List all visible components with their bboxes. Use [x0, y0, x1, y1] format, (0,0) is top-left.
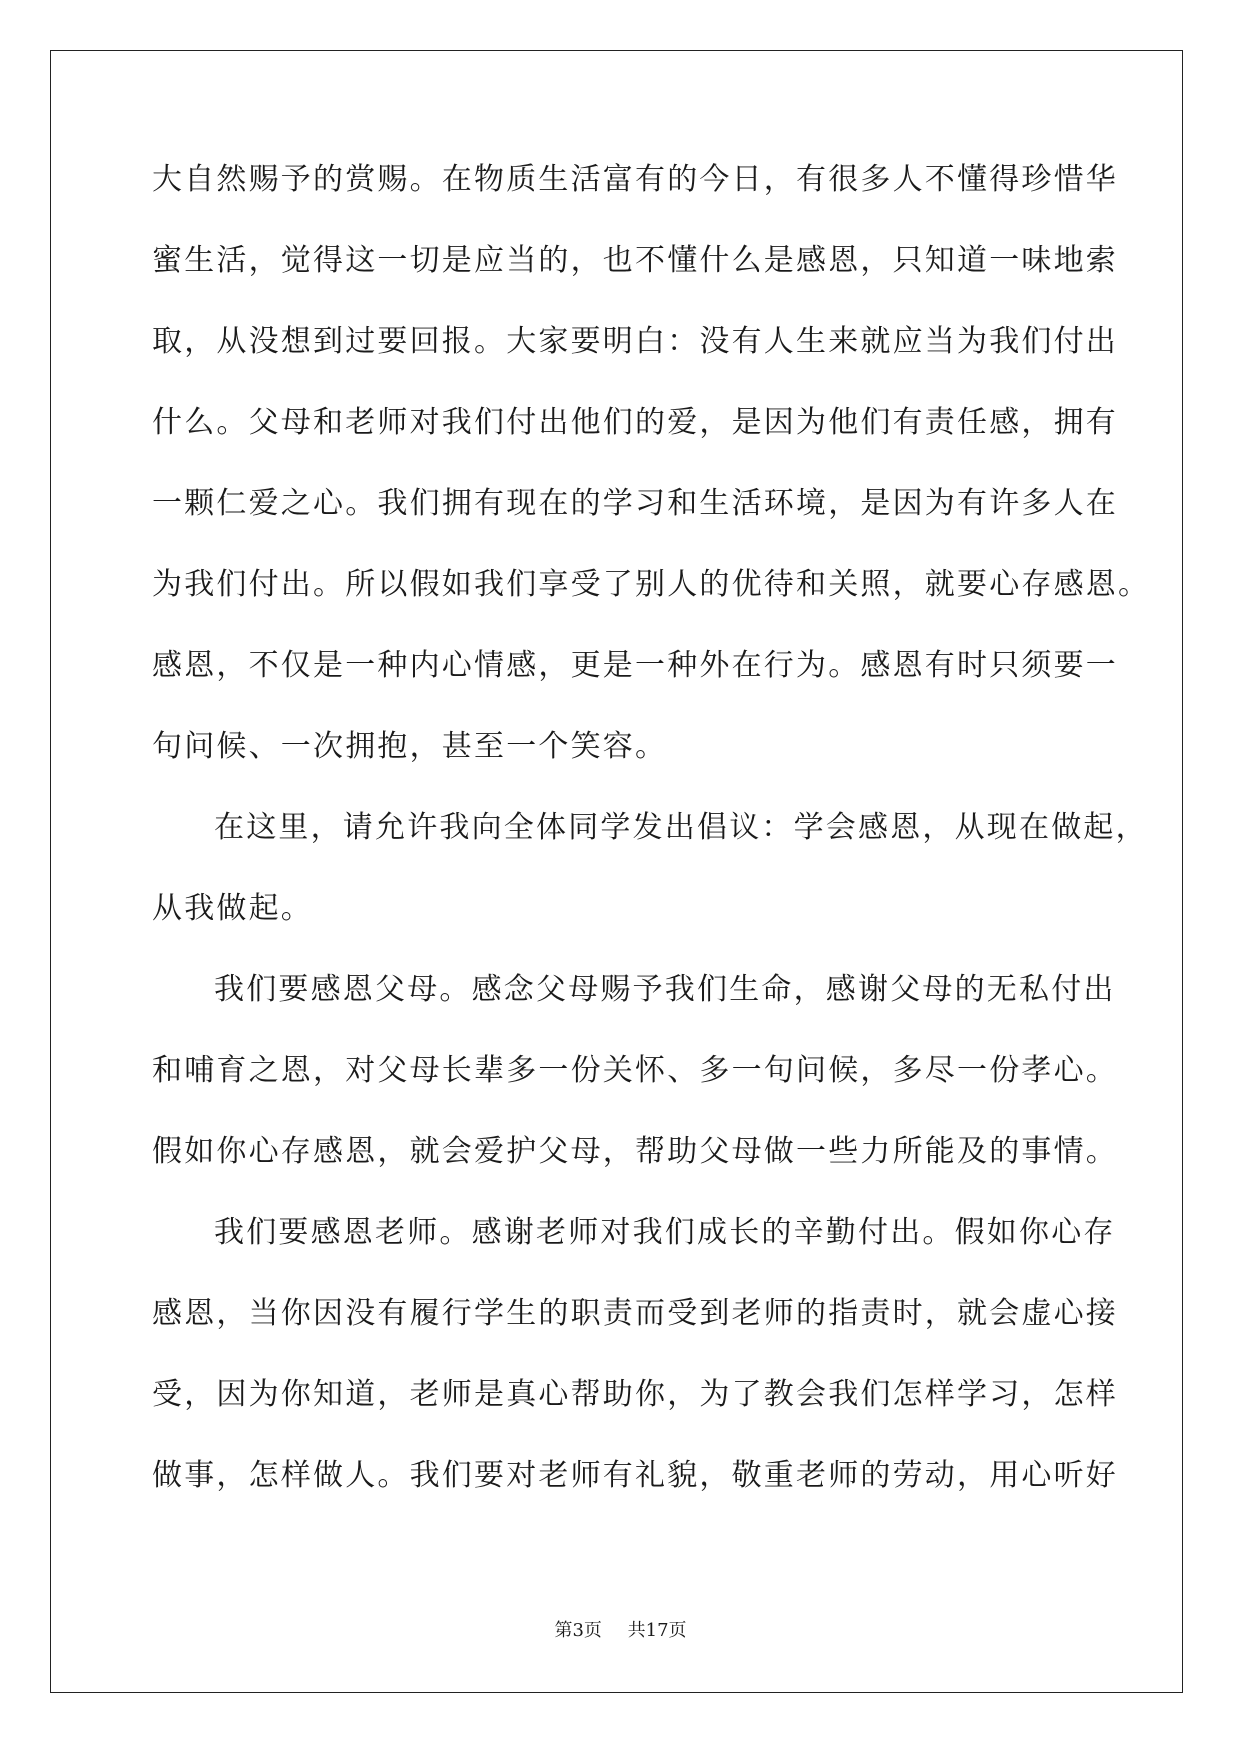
text-line: 句问候、一次拥抱，甚至一个笑容。: [152, 729, 668, 764]
text-line: 取，从没想到过要回报。大家要明白：没有人生来就应当为我们付出: [152, 324, 1118, 359]
text-line: 做事，怎样做人。我们要对老师有礼貌，敬重老师的劳动，用心听好: [152, 1458, 1118, 1493]
page-footer: [0, 1616, 1241, 1642]
text-line: 受，因为你知道，老师是真心帮助你，为了教会我们怎样学习，怎样: [152, 1377, 1118, 1412]
text-line: 在这里，请允许我向全体同学发出倡议：学会感恩，从现在做起，: [214, 810, 1148, 845]
text-line: 我们要感恩老师。感谢老师对我们成长的辛勤付出。假如你心存: [214, 1215, 1116, 1250]
text-line: 感恩，不仅是一种内心情感，更是一种外在行为。感恩有时只须要一: [152, 648, 1118, 683]
document-body: [152, 160, 1151, 1537]
text-line: 假如你心存感恩，就会爱护父母，帮助父母做一些力所能及的事情。: [152, 1134, 1118, 1169]
page-total: 共17页: [627, 1620, 687, 1641]
text-line: 和哺育之恩，对父母长辈多一份关怀、多一句问候，多尽一份孝心。: [152, 1053, 1118, 1088]
text-line: 一颗仁爱之心。我们拥有现在的学习和生活环境，是因为有许多人在: [152, 486, 1118, 521]
text-line: 感恩，当你因没有履行学生的职责而受到老师的指责时，就会虚心接: [152, 1296, 1118, 1331]
text-line: 从我做起。: [152, 891, 313, 926]
text-line: 什么。父母和老师对我们付出他们的爱，是因为他们有责任感，拥有: [152, 405, 1118, 440]
page-number: 第3页: [554, 1620, 602, 1641]
text-line: 我们要感恩父母。感念父母赐予我们生命，感谢父母的无私付出: [214, 972, 1116, 1007]
text-line: 大自然赐予的赏赐。在物质生活富有的今日，有很多人不懂得珍惜华: [152, 162, 1118, 197]
text-line: 蜜生活，觉得这一切是应当的，也不懂什么是感恩，只知道一味地索: [152, 243, 1118, 278]
text-line: 为我们付出。所以假如我们享受了别人的优待和关照，就要心存感恩。: [152, 567, 1151, 602]
